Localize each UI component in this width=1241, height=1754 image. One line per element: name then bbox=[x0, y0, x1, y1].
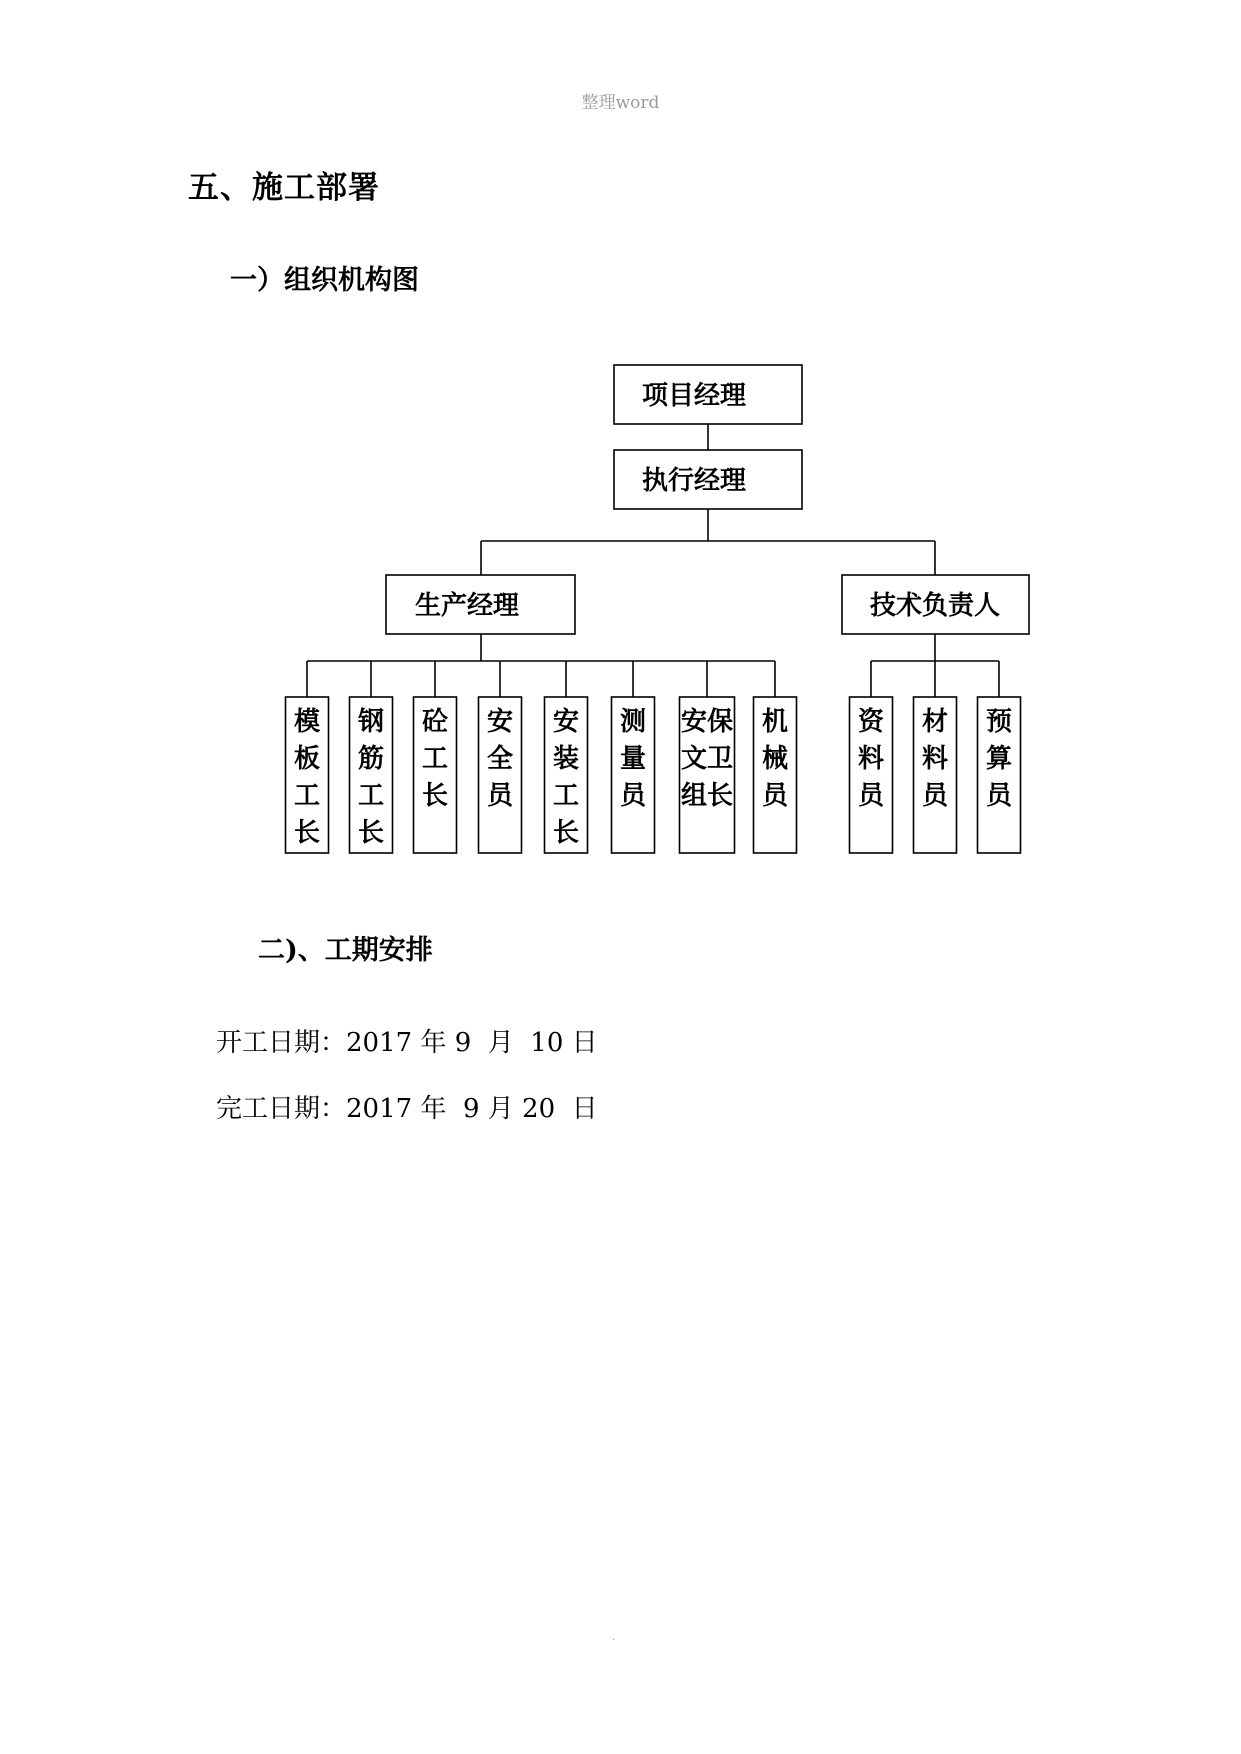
executive-manager-label: 执行经理 bbox=[641, 466, 747, 496]
footer-mark: . bbox=[612, 1632, 616, 1643]
project-manager-label: 项目经理 bbox=[641, 381, 747, 411]
production-staff-node bbox=[414, 697, 457, 853]
watermark-header: 整理word bbox=[581, 93, 660, 113]
technical-staff-node bbox=[850, 697, 893, 853]
project-manager-node bbox=[614, 365, 802, 424]
production-staff-node bbox=[286, 697, 329, 853]
production-manager-label: 生产经理 bbox=[414, 591, 520, 621]
production-staff-label: 机械员 bbox=[761, 707, 789, 811]
production-staff-label: 钢筋工长 bbox=[357, 707, 385, 848]
technical-staff-node bbox=[978, 697, 1021, 853]
org-chart-heading: 一）组织机构图 bbox=[230, 265, 419, 296]
production-staff-node bbox=[754, 697, 797, 853]
executive-manager-node bbox=[614, 450, 802, 509]
section-title: 五、施工部署 bbox=[188, 170, 380, 206]
technical-staff-label: 材料员 bbox=[921, 707, 949, 811]
production-staff-label: 砼工长 bbox=[421, 707, 449, 811]
production-staff-node bbox=[680, 697, 735, 853]
technical-staff-label: 预算员 bbox=[985, 707, 1013, 811]
start-date-line: 开工日期：2017 年 9 月 10 日 bbox=[216, 1028, 598, 1058]
production-staff-label: 测量员 bbox=[619, 707, 647, 811]
technical-staff-label: 资料员 bbox=[857, 707, 885, 811]
production-staff-label: 安装工长 bbox=[552, 707, 580, 848]
technical-lead-label: 技术负责人 bbox=[869, 591, 1001, 621]
production-manager-node bbox=[386, 575, 575, 634]
production-staff-label: 模板工长 bbox=[293, 707, 321, 848]
production-staff-node bbox=[479, 697, 522, 853]
technical-lead-node bbox=[842, 575, 1029, 634]
production-staff-node bbox=[545, 697, 588, 853]
production-staff-label: 安保文卫组长 bbox=[680, 707, 734, 811]
production-staff-node bbox=[350, 697, 393, 853]
production-staff-node bbox=[612, 697, 655, 853]
schedule-heading: 二)、工期安排 bbox=[258, 935, 433, 966]
production-staff-label: 安全员 bbox=[486, 707, 514, 811]
end-date-line: 完工日期：2017 年 9 月 20 日 bbox=[216, 1094, 598, 1124]
technical-staff-node bbox=[914, 697, 957, 853]
